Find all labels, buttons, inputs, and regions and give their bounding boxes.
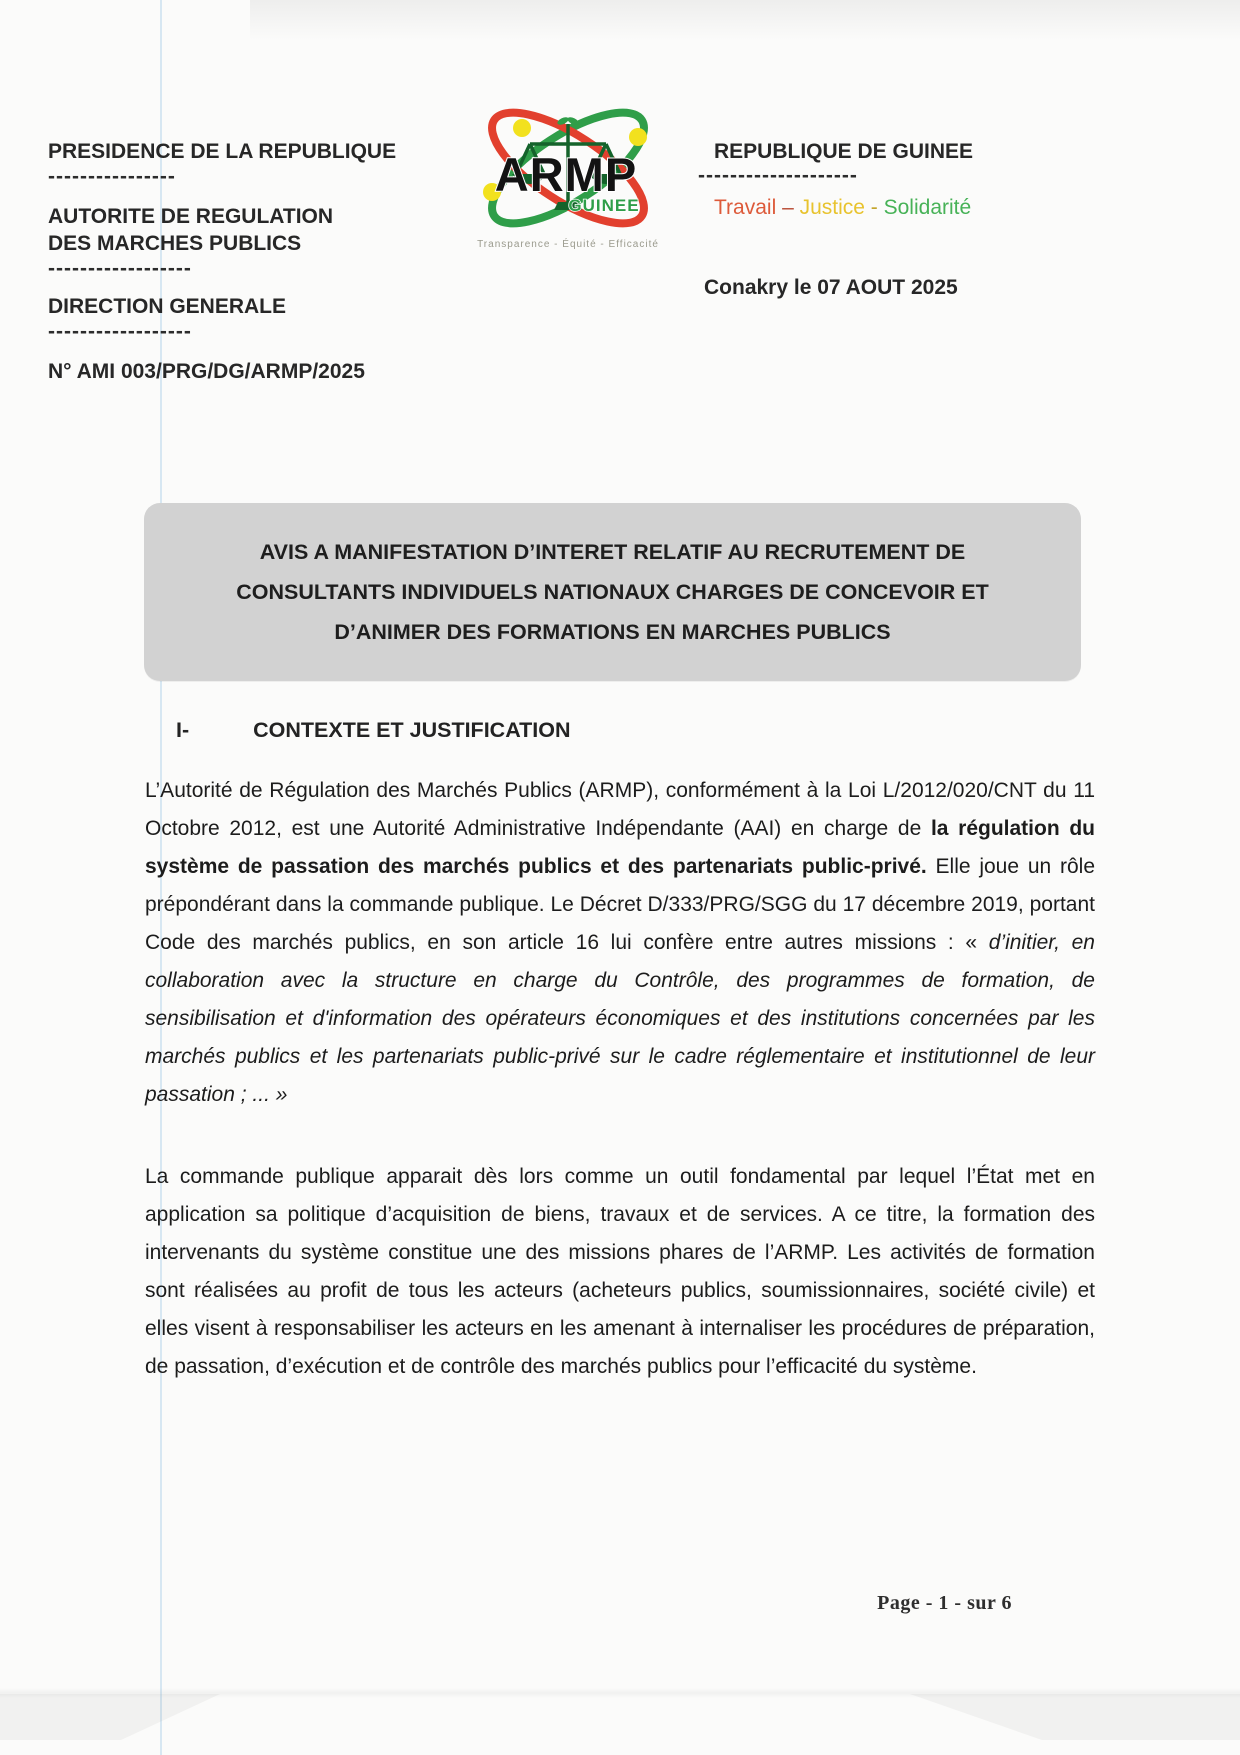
armp-logo-graphic	[466, 110, 670, 232]
dashed-separator: --------------------	[698, 164, 858, 187]
notice-title: AVIS A MANIFESTATION D’INTERET RELATIF AU RECRUTEMENT DE CONSULTANTS INDIVIDUELS NATIONAUX CHARGES DE CONCEVOIR ET D’ANIMER DES FORMATIONS EN MARCHES PUBLICS	[236, 540, 989, 644]
national-motto	[698, 196, 1118, 220]
text-run: -	[864, 196, 884, 219]
page-number: Page - 1 - sur 6	[877, 1592, 1012, 1614]
logo-slogan: Transparence - Équité - Efficacité	[477, 239, 659, 250]
section-title: CONTEXTE ET JUSTIFICATION	[253, 718, 571, 742]
text-run: d’initier, en collaboration avec la structure en charge du Contrôle, des programmes de formation, de sensibilisation et d'information des opérateurs économiques et des institutions concernées par les marchés publics et les partenariats public-privé sur le cadre réglementaire et institutionnel de leur passation ; ... »	[145, 931, 1095, 1106]
scan-artifact-top-shade	[250, 0, 1240, 40]
logo-country-text: GUINEE	[568, 196, 640, 215]
section-heading	[176, 718, 570, 743]
text-run: Travail	[714, 196, 777, 219]
text-run: Justice	[799, 196, 865, 219]
scan-artifact-corner-left	[0, 1694, 220, 1740]
scan-artifact-corner-right	[910, 1694, 1240, 1740]
text-run: Solidarité	[883, 196, 972, 219]
text-run: L’Autorité de Régulation des Marchés Publics (ARMP), conformément à la Loi L/2012/020/CNT du 11 Octobre 2012, est une Autorité Administrative Indépendante (AAI) en charge de	[145, 779, 1095, 840]
text-run: Elle joue un rôle prépondérant dans la commande publique. Le Décret D/333/PRG/SGG du 17 décembre 2019, portant Code des marchés publics, en son article 16 lui confère entre autres missions : «	[145, 855, 1095, 954]
republic-title: REPUBLIQUE DE GUINEE	[714, 140, 974, 163]
dashed-separator: ------------------	[48, 320, 192, 343]
document-body	[145, 772, 1095, 1430]
direction-line: DIRECTION GENERALE	[48, 295, 287, 318]
authority-line-1: AUTORITE DE REGULATION	[48, 205, 334, 228]
logo-yellow-dot	[513, 119, 531, 137]
armp-logo	[466, 110, 670, 250]
presidency-line: PRESIDENCE DE LA REPUBLIQUE	[48, 140, 397, 163]
logo-yellow-dot	[629, 128, 647, 146]
text-run: la régulation du système de passation des marchés publics et des partenariats public-privé.	[145, 817, 1096, 878]
dashed-separator: ------------------	[48, 257, 192, 280]
reference-number: N° AMI 003/PRG/DG/ARMP/2025	[48, 360, 365, 383]
header-left-block	[48, 138, 448, 385]
section-numeral: I-	[176, 718, 190, 742]
text-run: La commande publique apparait dès lors comme un outil fondamental par lequel l’État met en application sa politique d’acquisition de biens, travaux et de services. A ce titre, la formation des intervenants du système constitue une des missions phares de l’ARMP. Les activités de formation sont réalisées au profit de tous les acteurs (acheteurs publics, soumissionnaires, société civile) et elles visent à responsabiliser les acteurs en les amenant à internaliser les procédures de préparation, de passation, d’exécution et de contrôle des marchés publics pour l’efficacité du système.	[145, 1165, 1095, 1378]
header-right-block	[698, 140, 1118, 300]
logo-acronym-text: ARMP	[494, 148, 638, 201]
authority-line-2: DES MARCHES PUBLICS	[48, 232, 302, 255]
paragraph-context-2	[145, 1158, 1095, 1386]
dashed-separator: ----------------	[48, 165, 176, 188]
paragraph-context-1	[145, 772, 1095, 1114]
text-run: –	[776, 196, 800, 219]
dateline: Conakry le 07 AOUT 2025	[704, 276, 958, 299]
notice-title-box	[144, 503, 1081, 681]
